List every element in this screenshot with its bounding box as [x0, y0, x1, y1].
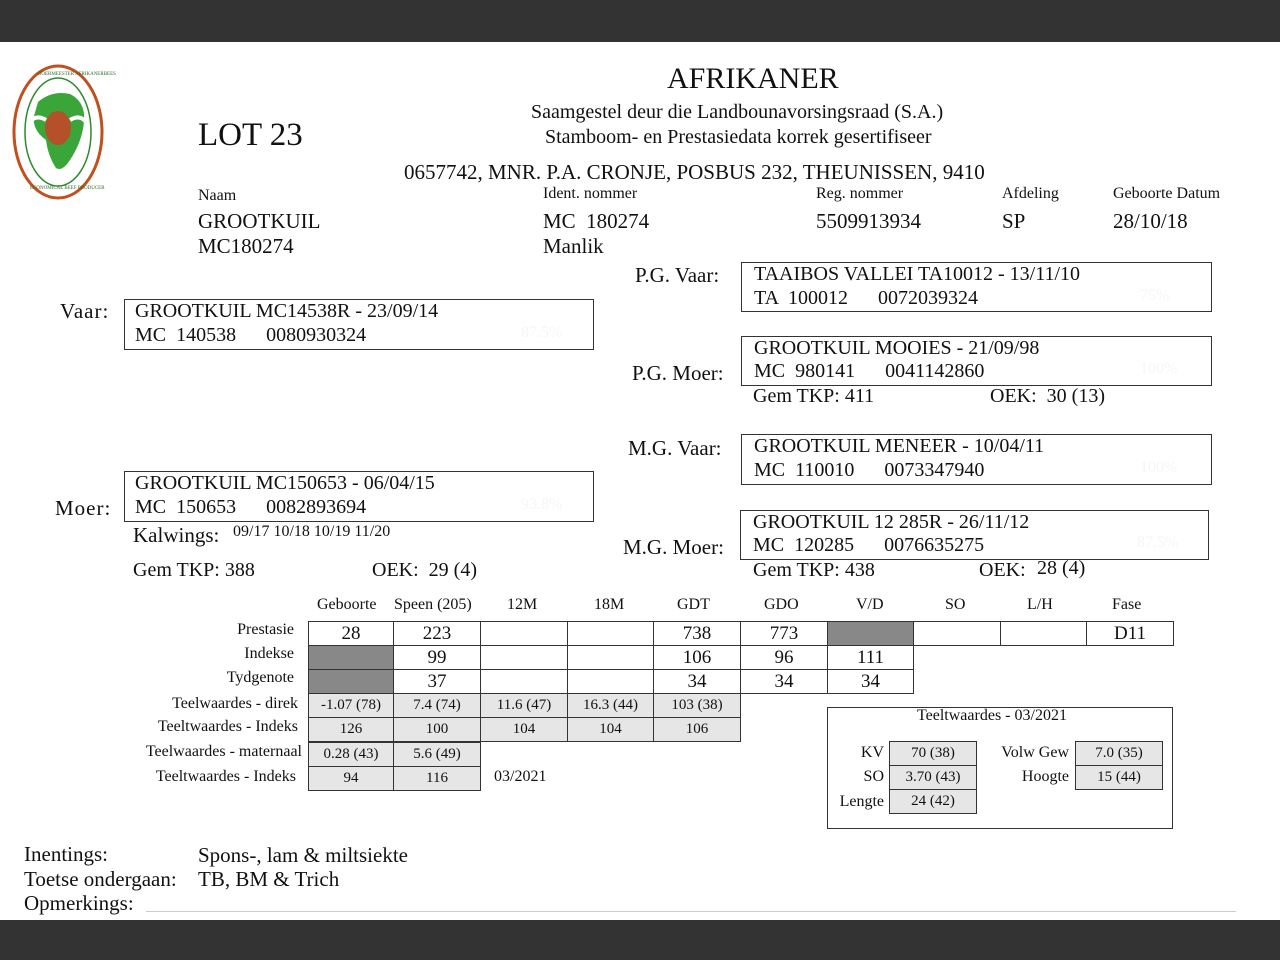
row-label-tw-direk: Teelwaardes - direk	[172, 695, 298, 712]
toetse-label: Toetse ondergaan:	[24, 867, 177, 891]
hoogte-value: 15 (44)	[1076, 766, 1163, 790]
teeltwaardes-panel	[827, 707, 1173, 829]
moer-box	[124, 471, 594, 522]
cell-tw-mat-indeks-geboorte: 94	[309, 767, 394, 791]
pgm-line1: GROOTKUIL MOOIES - 21/09/98	[754, 337, 1040, 359]
cell-tydgenote-vd: 34	[828, 670, 914, 694]
cell-tw-direk-12m: 11.6 (47)	[481, 694, 568, 718]
performance-table	[308, 621, 1174, 694]
mgm-oek-value: 28 (4)	[1037, 557, 1086, 579]
cell-prestasie-fase: D11	[1087, 622, 1174, 646]
row-prestasie	[309, 622, 1174, 646]
ident-label: Ident. nommer	[543, 185, 638, 202]
mgm-line2: MC 120285 0076635275	[753, 534, 985, 556]
mgm-percent: 87.5%	[1137, 534, 1179, 551]
mgv-box	[741, 434, 1212, 485]
cell-prestasie-geboorte: 28	[309, 622, 394, 646]
cell-tw-indeks-12m: 104	[481, 718, 568, 742]
cell-tw-direk-18m: 16.3 (44)	[568, 694, 654, 718]
mgv-percent: 100%	[1140, 459, 1178, 476]
kv-value: 70 (38)	[890, 742, 977, 766]
naam-label: Naam	[198, 187, 237, 204]
cell-prestasie-speen: 223	[394, 622, 481, 646]
cell-tydgenote-gdt: 34	[654, 670, 741, 694]
col-header-speen: Speen (205)	[394, 596, 472, 613]
cell-tw-indeks-gdt: 106	[654, 718, 741, 742]
afdeling-label: Afdeling	[1002, 185, 1059, 202]
pgm-oek: OEK: 30 (13)	[990, 385, 1105, 407]
moer-oek: OEK: 29 (4)	[372, 559, 477, 581]
row-label-tw-indeks: Teeltwaardes - Indeks	[157, 718, 298, 735]
so-value: 3.70 (43)	[890, 766, 977, 790]
cell-tw-indeks-geboorte: 126	[309, 718, 394, 742]
cell-tw-mat-indeks-speen: 116	[394, 767, 481, 791]
teelt-left-table	[889, 741, 977, 814]
cell-tydgenote-geboorte	[309, 670, 394, 694]
vaar-line2: MC 140538 0080930324	[135, 324, 367, 346]
moer-tkp: Gem TKP: 388	[133, 559, 255, 581]
cell-prestasie-12m	[481, 622, 568, 646]
cell-indekse-gdo: 96	[741, 646, 828, 670]
row-tw-indeks	[309, 718, 741, 742]
subtitle-line2: Stamboom- en Prestasiedata korrek gesertifiseer	[545, 126, 932, 148]
cell-indekse-12m	[481, 646, 568, 670]
cell-empty	[914, 646, 1174, 670]
cell-tydgenote-speen: 37	[394, 670, 481, 694]
moer-line1: GROOTKUIL MC150653 - 06/04/15	[135, 472, 435, 494]
mgm-label: M.G. Moer:	[623, 535, 724, 559]
footer-rule	[146, 911, 1236, 912]
mgv-line1: GROOTKUIL MENEER - 10/04/11	[754, 435, 1045, 457]
col-header-18m: 18M	[594, 596, 625, 613]
mgv-line2: MC 110010 0073347940	[754, 459, 985, 481]
cell-indekse-geboorte	[309, 646, 394, 670]
vaar-box	[124, 299, 594, 350]
subtitle-line1: Saamgestel deur die Landbounavorsingsraad (S.A.)	[531, 101, 944, 123]
animal-name: GROOTKUIL	[198, 209, 321, 233]
mgm-line1: GROOTKUIL 12 285R - 26/11/12	[753, 511, 1030, 533]
lengte-value: 24 (42)	[890, 790, 977, 814]
col-header-gdt: GDT	[677, 596, 710, 613]
owner-line: 0657742, MNR. P.A. CRONJE, POSBUS 232, THEUNISSEN, 9410	[404, 160, 985, 184]
kalwings-label: Kalwings:	[133, 523, 220, 547]
values-date: 03/2021	[494, 768, 547, 785]
reg-number: 5509913934	[816, 209, 921, 233]
reg-label: Reg. nommer	[816, 185, 904, 202]
dob-value: 28/10/18	[1113, 209, 1188, 233]
moer-line2: MC 150653 0082893694	[135, 496, 367, 518]
breed-title: AFRIKANER	[667, 62, 839, 95]
breeding-values-table	[308, 693, 741, 742]
lengte-label: Lengte	[839, 793, 884, 810]
col-header-fase: Fase	[1112, 596, 1142, 613]
logo-text-bottom: ECONOMICAL BEEF PRODUCER	[30, 186, 105, 191]
kalwings-dates: 09/17 10/18 10/19 11/20	[233, 523, 391, 540]
pgm-box	[741, 336, 1212, 386]
volw-label: Volw Gew	[1001, 744, 1069, 761]
pgm-label: P.G. Moer:	[632, 361, 724, 385]
pgv-line2: TA 100012 0072039324	[754, 287, 978, 309]
afdeling-value: SP	[1002, 209, 1026, 233]
opmerkings-label: Opmerkings:	[24, 891, 134, 915]
cell-tydgenote-18m	[568, 670, 654, 694]
row-label-indekse: Indekse	[244, 645, 294, 662]
kv-label: KV	[860, 744, 884, 761]
teelt-title: Teeltwaardes - 03/2021	[917, 707, 1067, 724]
row-indekse	[309, 646, 1174, 670]
cell-tw-direk-geboorte: -1.07 (78)	[309, 694, 394, 718]
row-tw-direk	[309, 694, 741, 718]
cell-tw-indeks-speen: 100	[394, 718, 481, 742]
pgv-percent: 75%	[1140, 287, 1170, 304]
animal-sex: Manlik	[543, 234, 604, 258]
pgv-box	[741, 262, 1212, 312]
logo-graphic	[12, 64, 104, 200]
mgm-tkp: Gem TKP: 438	[753, 559, 875, 581]
inentings-value: Spons-, lam & miltsiekte	[198, 843, 408, 867]
vaar-line1: GROOTKUIL MC14538R - 23/09/14	[135, 300, 439, 322]
col-header-lh: L/H	[1027, 596, 1053, 613]
so-label: SO	[863, 768, 884, 785]
row-label-tw-mat-indeks: Teeltwaardes - Indeks	[155, 768, 296, 785]
cell-prestasie-18m	[568, 622, 654, 646]
col-header-vd: V/D	[856, 596, 884, 613]
dob-label: Geboorte Datum	[1113, 185, 1221, 202]
row-label-prestasie: Prestasie	[237, 621, 294, 638]
cell-indekse-18m	[568, 646, 654, 670]
cell-tw-indeks-18m: 104	[568, 718, 654, 742]
vaar-label: Vaar:	[60, 299, 110, 323]
animal-code: MC180274	[198, 234, 294, 258]
row-tw-maternaal	[309, 743, 481, 767]
cell-tw-direk-speen: 7.4 (74)	[394, 694, 481, 718]
cell-tw-direk-gdt: 103 (38)	[654, 694, 741, 718]
col-header-so: SO	[945, 596, 966, 613]
cell-prestasie-vd	[828, 622, 914, 646]
cell-indekse-gdt: 106	[654, 646, 741, 670]
breeders-logo	[12, 64, 116, 200]
top-bar	[0, 0, 1280, 42]
mgm-box	[740, 510, 1209, 560]
pgm-percent: 100%	[1140, 360, 1178, 377]
row-tw-mat-indeks	[309, 767, 481, 791]
logo-text-top: BOERMEESTER AFRIKANERBEES	[38, 72, 116, 77]
moer-percent: 93.8%	[521, 496, 563, 513]
cell-indekse-speen: 99	[394, 646, 481, 670]
cell-empty	[914, 670, 1174, 694]
bottom-bar	[0, 920, 1280, 960]
moer-label: Moer:	[55, 496, 112, 520]
maternal-values-table	[308, 742, 481, 791]
mgm-oek-label: OEK:	[979, 559, 1026, 581]
lot-number: LOT 23	[198, 117, 303, 153]
pgv-line1: TAAIBOS VALLEI TA10012 - 13/11/10	[754, 263, 1081, 285]
hoogte-label: Hoogte	[1021, 768, 1069, 785]
mgv-label: M.G. Vaar:	[628, 436, 722, 460]
cell-tydgenote-12m	[481, 670, 568, 694]
cell-tw-maternaal-geboorte: 0.28 (43)	[309, 743, 394, 767]
pgm-line2: MC 980141 0041142860	[754, 360, 985, 382]
pgm-tkp: Gem TKP: 411	[753, 385, 875, 407]
col-header-geboorte: Geboorte	[317, 596, 377, 613]
cell-prestasie-so	[914, 622, 1001, 646]
cell-tw-maternaal-speen: 5.6 (49)	[394, 743, 481, 767]
volw-value: 7.0 (35)	[1076, 742, 1163, 766]
row-label-tydgenote: Tydgenote	[226, 669, 294, 686]
pgv-label: P.G. Vaar:	[635, 263, 720, 287]
toetse-value: TB, BM & Trich	[198, 867, 340, 891]
inentings-label: Inentings:	[24, 842, 108, 866]
ident-number: MC 180274	[543, 209, 650, 233]
teelt-right-table	[1075, 741, 1163, 790]
cell-indekse-vd: 111	[828, 646, 914, 670]
col-header-12m: 12M	[507, 596, 538, 613]
vaar-percent: 87.5%	[521, 324, 563, 341]
cell-tydgenote-gdo: 34	[741, 670, 828, 694]
row-label-tw-maternaal: Teelwaardes - maternaal	[145, 743, 302, 760]
cell-prestasie-lh	[1001, 622, 1087, 646]
row-tydgenote	[309, 670, 1174, 694]
cell-prestasie-gdt: 738	[654, 622, 741, 646]
cell-prestasie-gdo: 773	[741, 622, 828, 646]
col-header-gdo: GDO	[764, 596, 799, 613]
